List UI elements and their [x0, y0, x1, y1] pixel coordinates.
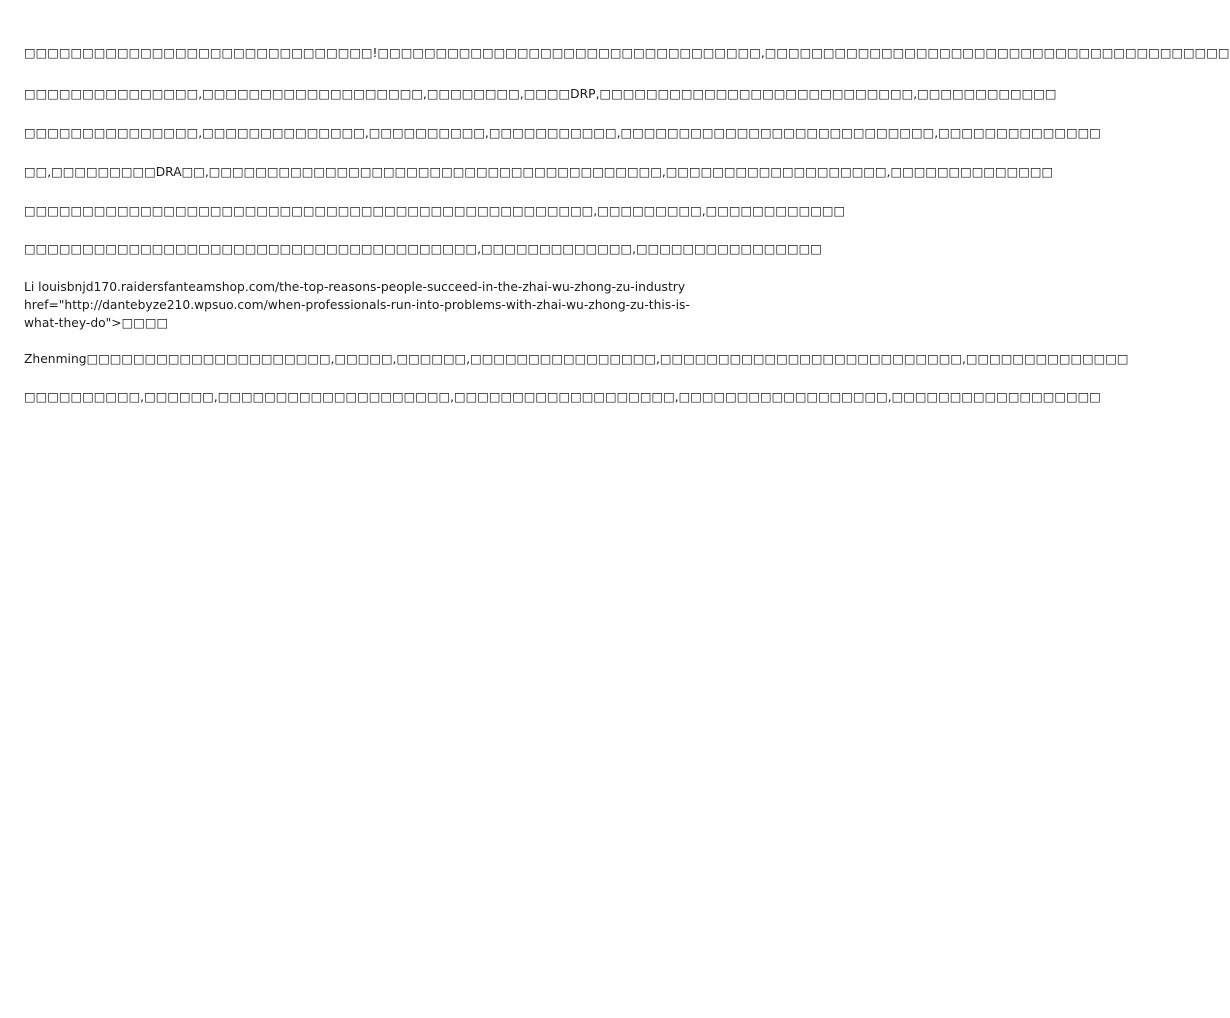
paragraph-1: □□□□□□□□□□□□□□□□□□□□□□□□□□□□□□!□□□□□□□□□□□□□□□□□□□□□□□□□□□□□□□□□,□□□□□□□□□□□□□□□□□□□□□□□□□□□□□□□□□□□□□□□□: [24, 46, 1230, 60]
paragraph-2: □□□□□□□□□□□□□□□,□□□□□□□□□□□□□□□□□□□,□□□□□□□□,□□□□DRP,□□□□□□□□□□□□□□□□□□□□□□□□□□□,□□□□□□□□□□□□: [24, 87, 1057, 101]
paragraph-8: □□□□□□□□□□,□□□□□□,□□□□□□□□□□□□□□□□□□□□,□□□□□□□□□□□□□□□□□□□,□□□□□□□□□□□□□□□□□□,□□□□□□□□□□□□□□□□□□: [24, 390, 1101, 404]
paragraph-5: □□□□□□□□□□□□□□□□□□□□□□□□□□□□□□□□□□□□□□□□□□□□□□□□□,□□□□□□□□□,□□□□□□□□□□□□: [24, 204, 846, 218]
paragraph-6: □□□□□□□□□□□□□□□□□□□□□□□□□□□□□□□□□□□□□□□,□□□□□□□□□□□□□,□□□□□□□□□□□□□□□□: [24, 242, 822, 256]
paragraph-3: □□□□□□□□□□□□□□□,□□□□□□□□□□□□□□,□□□□□□□□□□,□□□□□□□□□□□,□□□□□□□□□□□□□□□□□□□□□□□□□□□,□□□□□□□□□□□□□□: [24, 126, 1101, 140]
paragraph-link-text: Li louisbnjd170.raidersfanteamshop.com/the-top-reasons-people-succeed-in-the-zhai-wu-zhong-zu-industry href="http://dantebyze210.wpsuo.com/when-professionals-run-into-problems-with-zhai-wu-zhong-zu-this-is-what-they-do">□□□□: [24, 280, 690, 330]
paragraph-4: □□,□□□□□□□□□DRA□□,□□□□□□□□□□□□□□□□□□□□□□□□□□□□□□□□□□□□□□□,□□□□□□□□□□□□□□□□□□□,□□□□□□□□□□□□□□: [24, 165, 1054, 179]
paragraph-7: Zhenming□□□□□□□□□□□□□□□□□□□□□,□□□□□,□□□□□□,□□□□□□□□□□□□□□□□,□□□□□□□□□□□□□□□□□□□□□□□□□□,□□□□□□□□□□□□□□: [24, 352, 1129, 366]
